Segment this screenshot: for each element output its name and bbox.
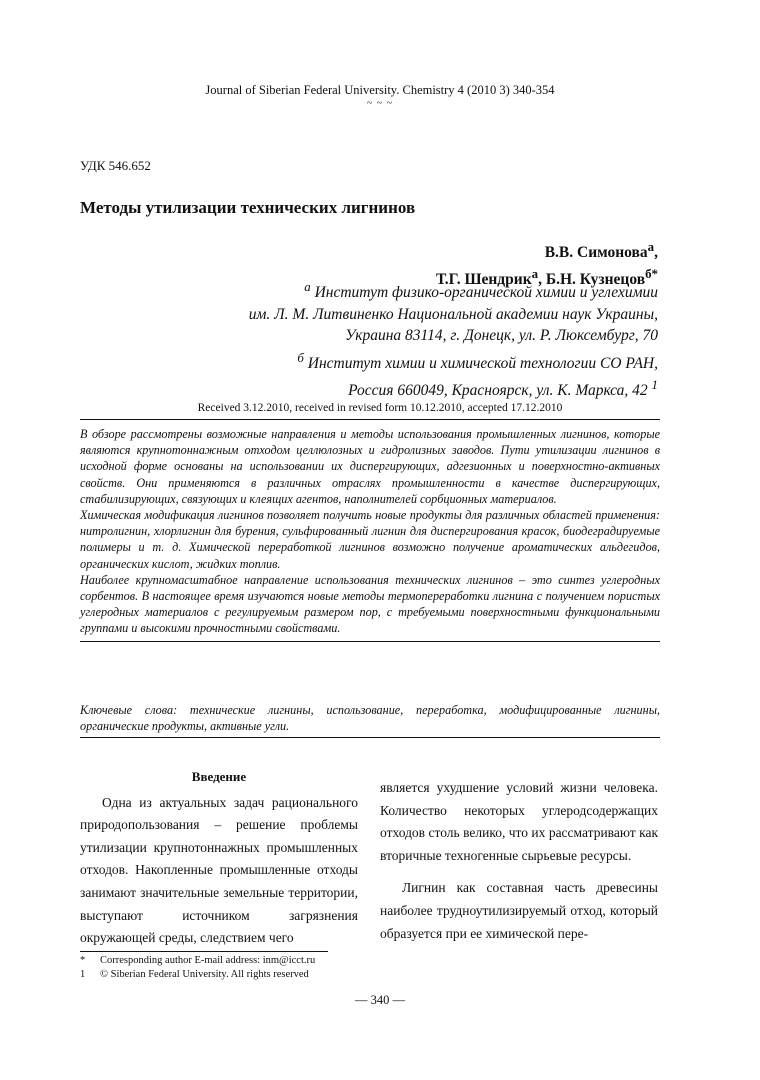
section-heading: Введение — [191, 769, 247, 784]
affil-mark: б — [297, 349, 304, 365]
keywords: Ключевые слова: технические лигнины, использование, переработка, модифицированные лигнины, органические продукты, активные угли. — [80, 702, 660, 738]
affiliation-text: Россия 660049, Красноярск, ул. К. Маркса, 42 — [348, 382, 652, 400]
abstract-paragraph-3: Наиболее крупномасштабное направление использования технических лигнинов – это синтез углеродных сорбентов. В настоящее время изучаются новые методы термопереработки лигнина с получением пористых углеродных материалов с регулируемым размером пор, с требуемыми поверхностными функциональными группами и высокими прочностными свойствами. — [80, 572, 660, 636]
affil-mark: а — [531, 266, 539, 282]
received-dates: Received 3.12.2010, received in revised form 10.12.2010, accepted 17.12.2010 — [197, 402, 563, 414]
affiliations-block — [249, 276, 658, 402]
footnote-mark: 1 — [651, 377, 658, 393]
footnote-mark: * — [80, 955, 86, 966]
affiliation-a-line-1 — [249, 276, 658, 304]
abstract — [80, 419, 660, 642]
body-paragraph: является ухудшение условий жизни человека. Количество некоторых углеродсодержащих отходов столь велико, что их рассматривают как вторичные техногенные сырьевые ресурсы. — [380, 780, 658, 863]
affil-mark: а — [304, 279, 311, 294]
affiliation-text: Институт физико-органической химии и углехимии — [310, 284, 658, 302]
affiliation-b-line-2 — [249, 374, 658, 402]
body-column-left — [80, 766, 358, 950]
footnote-text: Corresponding author E-mail address: inm@icct.ru — [100, 955, 316, 966]
body-paragraph: Одна из актуальных задач рационального природопользования – решение проблемы утилизации крупнотоннажных промышленных отходов. Накопленные промышленные отходы занимают значительные земельные территории, выступают источником загрязнения окружающей среды, следствием чего — [80, 794, 358, 946]
header-ornament: ~ ~ ~ — [366, 98, 394, 109]
journal-header: Journal of Siberian Federal University. Chemistry 4 (2010 3) 340-354 — [205, 83, 555, 97]
footnote-mark: 1 — [80, 969, 86, 980]
affiliation-b-line-1 — [249, 347, 658, 375]
abstract-paragraph-2: Химическая модификация лигнинов позволяет получить новые продукты для различных областей применения: нитролигнин, хлорлигнин для бурения, сульфированный лигнин для диспергирования красок, биодеградируемые полимеры и т. д. Химической переработкой лигнинов возможно получение ароматических альдегидов, органических кислот, жидких топлив. — [80, 508, 660, 571]
abstract-paragraph-1: В обзоре рассмотрены возможные направления и методы использования промышленных лигнинов, которые являются крупнотоннажным отходом целлюлозных и гидролизных заводов. Пути утилизации лигнинов в исходной форме основаны на использовании их диспергирующих, адгезионных и поверхностно-активных свойств. Они применяются в различных отраслях промышленности в качестве диспергирующих, стабилизирующих, связующих и клеящих агентов, наполнителей сорбционных материалов. — [80, 427, 660, 506]
punct: , — [654, 244, 658, 262]
affil-mark: а — [647, 239, 655, 254]
footnote-copyright — [80, 969, 309, 980]
body-paragraph: Лигнин как составная часть древесины наиболее трудноутилизируемый отход, который образуется при ее химической пере- — [380, 880, 658, 941]
author-simonova: В.В. Симонова — [544, 244, 648, 262]
footnote-corresponding — [80, 955, 315, 966]
page-number: — 340 — — [355, 993, 405, 1007]
udk-code: УДК 546.652 — [80, 158, 151, 173]
body-column-right — [380, 777, 658, 945]
paper-title: Методы утилизации технических лигнинов — [80, 198, 416, 217]
affiliation-a-line-3: Украина 83114, г. Донецк, ул. Р. Люксембург, 70 — [345, 327, 658, 345]
footnote-text: © Siberian Federal University. All rights reserved — [100, 969, 309, 980]
authors-line-1 — [436, 236, 658, 263]
affiliation-a-line-2: им. Л. М. Литвиненко Национальной академии наук Украины, — [248, 305, 658, 323]
author-kuznetsov: , Б.Н. Кузнецов — [538, 271, 646, 289]
affil-mark: б* — [645, 266, 658, 282]
footnote-divider — [80, 951, 328, 952]
affiliation-text: Институт химии и химической технологии СО РАН, — [303, 354, 658, 372]
author-shendrik: Т.Г. Шендрик — [435, 271, 532, 289]
